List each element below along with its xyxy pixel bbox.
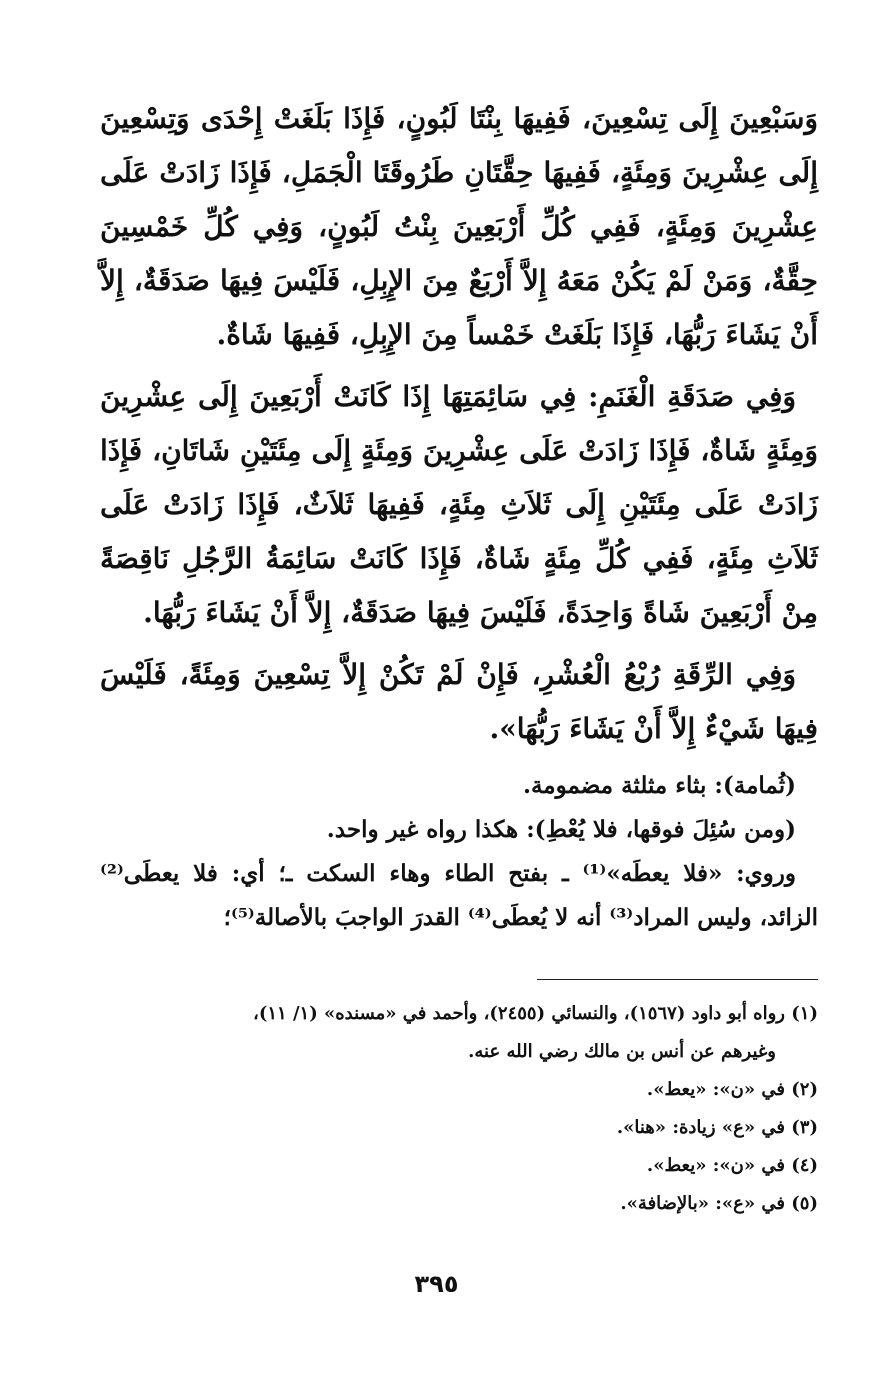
note-asked-above: (ومن سُئِلَ فوقها، فلا يُعْطِ): هكذا رواه غير واحد. <box>326 816 796 843</box>
footnote-number: (٢) <box>791 1079 818 1100</box>
footnote-3 <box>100 1109 818 1147</box>
main-text <box>100 92 818 940</box>
paragraph-sheep: وَفِي صَدَقَةِ الْغَنَمِ: فِي سَائِمَتِهَا إِذَا كَانَتْ أَرْبَعِينَ إِلَى عِشْرِينَ وَمِئَةٍ شَاةٌ، فَإِذَا زَادَتْ عَلَى عِشْرِينَ وَمِئَةٍ إِلَى مِئَتَيْنِ شَاتَانِ، فَإِذَا زَادَتْ عَلَى مِئَتَيْنِ إِلَى ثَلاَثِ مِئَةٍ، فَفِيهَا ثَلاَثٌ، فَإِذَا زَادَتْ عَلَى ثَلاَثِ مِئَةٍ، فَفِي كُلِّ مِئَةٍ شَاةٌ، فَإِذَا كَانَتْ سَائِمَةُ الرَّجُلِ نَاقِصَةً مِنْ أَرْبَعِينَ شَاةً وَاحِدَةً، فَلَيْسَ فِيهَا صَدَقَةٌ، إِلاَّ أَنْ يَشَاءَ رَبُّهَا. <box>100 380 818 629</box>
footnote-text: رواه أبو داود (١٥٦٧)، والنسائي (٢٤٥٥)، وأحمد في «مسنده» (١/ ١١)، <box>253 1003 785 1024</box>
footnote-number: (١) <box>791 1003 818 1024</box>
paragraph-camels: وَسَبْعِينَ إِلَى تِسْعِينَ، فَفِيهَا بِنْتَا لَبُونٍ، فَإِذَا بَلَغَتْ إِحْدَى وَتِسْعِينَ إِلَى عِشْرِينَ وَمِئَةٍ، فَفِيهَا حِقَّتَانِ طَرُوقَتَا الْجَمَلِ، فَإِذَا زَادَتْ عَلَى عِشْرِينَ وَمِئَةٍ، فَفِي كُلِّ أَرْبَعِينَ بِنْتُ لَبُونٍ، وَفِي كُلِّ خَمْسِينَ حِقَّةٌ، وَمَنْ لَمْ يَكُنْ مَعَهُ إِلاَّ أَرْبَعٌ مِنَ الإِبِلِ، فَلَيْسَ فِيهَا صَدَقَةٌ، إِلاَّ أَنْ يَشَاءَ رَبُّهَا، فَإِذَا بَلَغَتْ خَمْساً مِنَ الإِبِلِ، فَفِيهَا شَاةٌ. <box>100 102 819 351</box>
footnote-text: في «ع»: «بالإضافة». <box>620 1193 785 1214</box>
footnote-continuation: وغيرهم عن أنس بن مالك رضي الله عنه. <box>468 1041 776 1062</box>
footnote-text: في «ن»: «يعط». <box>646 1079 785 1100</box>
note-narration: وروي: «فلا يعطَه»⁽¹⁾ ـ بفتح الطاء وهاء السكت ـ؛ أي: فلا يعطَى⁽²⁾ الزائد، وليس المراد⁽³⁾ أنه لا يُعطَى⁽⁴⁾ القدرَ الواجبَ بالأصالة⁽⁵⁾؛ <box>100 860 818 931</box>
footnote-number: (٥) <box>791 1193 818 1214</box>
footnote-divider <box>537 979 818 980</box>
footnote-text: في «ن»: «يعط». <box>646 1155 785 1176</box>
paragraph-silver: وَفِي الرِّقَةِ رُبْعُ الْعُشْرِ، فَإِنْ لَمْ تَكُنْ إِلاَّ تِسْعِينَ وَمِئَةً، فَلَيْسَ فِيهَا شَيْءٌ إِلاَّ أَنْ يَشَاءَ رَبُّهَا». <box>100 658 818 745</box>
footnotes <box>100 995 818 1223</box>
footnote-1 <box>100 995 818 1071</box>
footnote-2 <box>100 1071 818 1109</box>
note-thumama: (ثُمامة): بثاء مثلثة مضمومة. <box>522 772 796 799</box>
footnote-number: (٤) <box>791 1155 818 1176</box>
footnote-5 <box>100 1185 818 1223</box>
footnote-text: في «ع» زيادة: «هنا». <box>616 1117 785 1138</box>
page-number: ٣٩٥ <box>414 1270 459 1298</box>
footnote-4 <box>100 1147 818 1185</box>
footnote-number: (٣) <box>791 1117 818 1138</box>
